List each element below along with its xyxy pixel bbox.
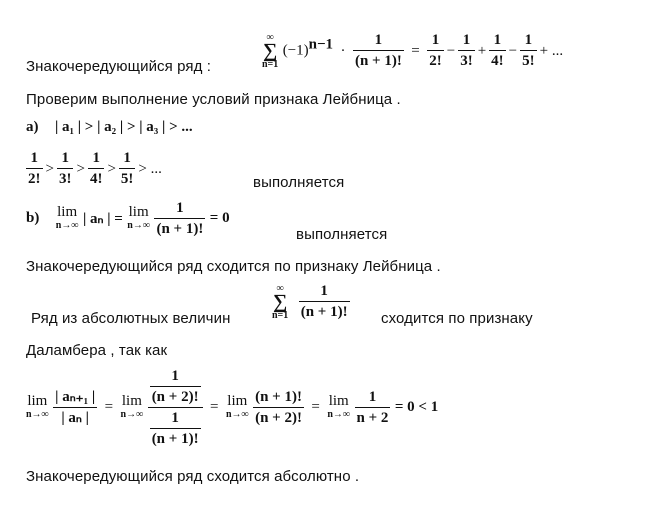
term-fraction: $\frac{1}{3!}$ xyxy=(58,150,72,187)
abs-series-text: Ряд из абсолютных величин xyxy=(31,310,231,327)
condition-b-note: выполняется xyxy=(296,226,388,243)
simplified-fraction: $\frac{1}{n + 2}$ xyxy=(356,389,389,426)
leibniz-conclusion-text: Знакочередующийся ряд сходится по признаку Лейбница . xyxy=(26,258,441,275)
limit-operator: lim n→∞ xyxy=(120,392,144,420)
equals-sign: = xyxy=(104,399,114,415)
absolute-convergence-text: Знакочередующийся ряд сходится абсолютно . xyxy=(26,468,360,485)
sign-exponent: n−1 xyxy=(308,36,334,53)
term-operator: + xyxy=(477,42,487,59)
general-term-fraction: $\frac{1}{(n + 1)!}$ xyxy=(156,200,204,237)
factorial-ratio: $\frac{(n + 1)!}{(n + 2)!}$ xyxy=(255,389,302,426)
leibniz-check-text: Проверим выполнение условий признака Лейбница . xyxy=(26,91,401,108)
converges-by-text: сходится по признаку xyxy=(381,310,533,327)
term-fraction: $\frac{1}{5!}$ xyxy=(522,32,535,69)
limit-operator: lim n→∞ xyxy=(127,203,150,231)
term-operator: − xyxy=(508,42,518,59)
compound-fraction: $\frac{\frac{1}{(n + 2)!}}{\frac{1}{(n + 1)!}}$ xyxy=(148,368,203,447)
gt-operator: > xyxy=(45,160,54,177)
sign-base: (−1) xyxy=(282,42,309,59)
condition-b xyxy=(26,200,230,237)
condition-a xyxy=(26,118,193,136)
equals-sign: = xyxy=(210,399,219,415)
ratio-fraction: $\frac{\text{| aₙ₊₁ |}}{\text{| aₙ |}}$ xyxy=(55,389,96,426)
general-term-fraction: $\frac{1}{(n + 1)!}$ xyxy=(354,32,402,69)
condition-a-fractions xyxy=(26,150,165,187)
term-fraction: $\frac{1}{2!}$ xyxy=(429,32,442,69)
series-intro-text: Знакочередующийся ряд : xyxy=(26,58,212,75)
term-fraction: $\frac{1}{2!}$ xyxy=(28,150,41,187)
term-fraction: $\frac{1}{3!}$ xyxy=(460,32,473,69)
ratio-test-formula xyxy=(26,368,438,447)
condition-a-expression: | a₁ | > | a₂ | > | a₃ | > ... xyxy=(54,119,193,135)
term-fraction: $\frac{1}{5!}$ xyxy=(120,150,134,187)
abs-series-formula xyxy=(272,283,350,320)
limit-operator: lim n→∞ xyxy=(327,392,351,420)
equals-sign: = xyxy=(311,399,320,415)
term-fraction: $\frac{1}{4!}$ xyxy=(89,150,103,187)
term-operator: + ... xyxy=(539,42,564,59)
gt-operator: > xyxy=(107,160,116,177)
limit-operator: lim n→∞ xyxy=(55,203,79,231)
condition-a-label: a) xyxy=(26,119,39,135)
term-fraction: $\frac{1}{4!}$ xyxy=(491,32,504,69)
limit-operator: lim n→∞ xyxy=(26,392,49,420)
condition-a-note: выполняется xyxy=(253,174,345,191)
equals-sign: = xyxy=(411,42,420,59)
series-formula xyxy=(262,32,566,69)
gt-operator: > ... xyxy=(138,160,162,177)
abs-term-fraction: $\frac{1}{(n + 1)!}$ xyxy=(300,283,348,320)
sum-symbol: ∞ ∑ n=1 xyxy=(262,31,279,70)
dot-operator: · xyxy=(340,42,346,59)
condition-b-label: b) xyxy=(26,210,40,226)
dalembert-text: Даламбера , так как xyxy=(26,342,168,359)
sum-symbol: ∞ ∑ n=1 xyxy=(272,282,289,321)
term-operator: − xyxy=(446,42,456,59)
gt-operator: > xyxy=(76,160,85,177)
abs-an: | aₙ | = xyxy=(82,211,123,227)
limit-result: = 0 < 1 xyxy=(394,399,439,415)
limit-operator: lim n→∞ xyxy=(225,392,249,420)
equals-zero: = 0 xyxy=(209,210,230,226)
